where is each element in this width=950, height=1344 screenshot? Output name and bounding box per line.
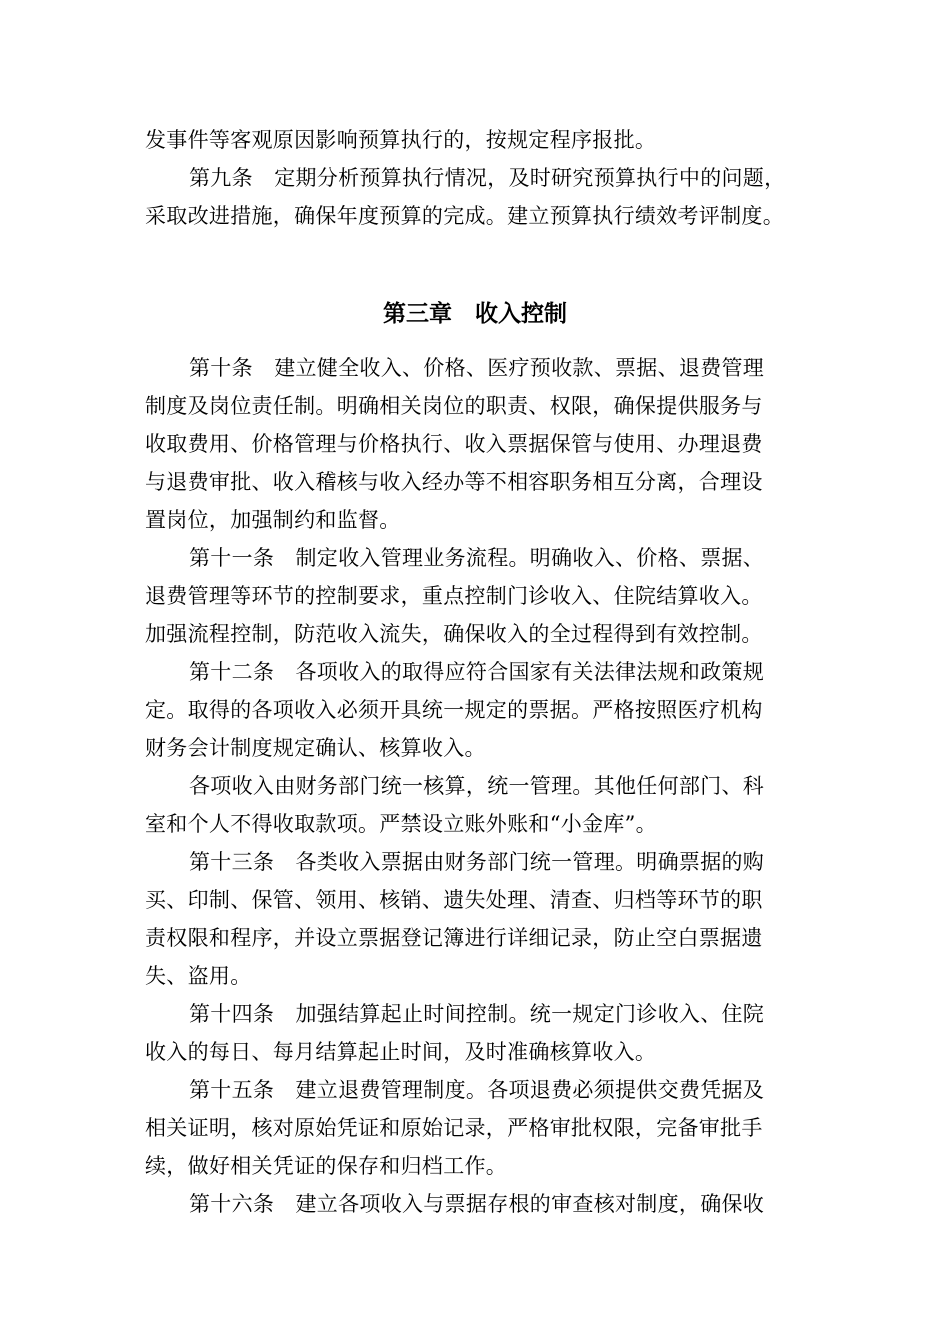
article-11-line: 第十一条 制定收入管理业务流程。明确收入、价格、票据、 bbox=[189, 546, 765, 570]
paragraph-line: 各项收入由财务部门统一核算，统一管理。其他任何部门、科 bbox=[189, 774, 765, 798]
article-16-line: 第十六条 建立各项收入与票据存根的审查核对制度，确保收 bbox=[189, 1192, 765, 1216]
article-15-line: 第十五条 建立退费管理制度。各项退费必须提供交费凭据及 bbox=[189, 1078, 765, 1102]
text-line: 失、盗用。 bbox=[145, 964, 252, 988]
article-9-line: 第九条 定期分析预算执行情况，及时研究预算执行中的问题， bbox=[189, 166, 786, 190]
text-line: 财务会计制度规定确认、核算收入。 bbox=[145, 736, 486, 760]
text-line: 采取改进措施，确保年度预算的完成。建立预算执行绩效考评制度。 bbox=[145, 204, 784, 228]
text-line: 加强流程控制，防范收入流失，确保收入的全过程得到有效控制。 bbox=[145, 622, 763, 646]
text-line: 续，做好相关凭证的保存和归档工作。 bbox=[145, 1154, 508, 1178]
text-line: 买、印制、保管、领用、核销、遗失处理、清查、归档等环节的职 bbox=[145, 888, 763, 912]
text-line: 责权限和程序，并设立票据登记簿进行详细记录，防止空白票据遗 bbox=[145, 926, 763, 950]
text-line: 室和个人不得收取款项。严禁设立账外账和“小金库”。 bbox=[145, 812, 657, 836]
text-line: 与退费审批、收入稽核与收入经办等不相容职务相互分离，合理设 bbox=[145, 470, 763, 494]
text-line: 收取费用、价格管理与价格执行、收入票据保管与使用、办理退费 bbox=[145, 432, 763, 456]
text-line: 退费管理等环节的控制要求，重点控制门诊收入、住院结算收入。 bbox=[145, 584, 763, 608]
article-10-line: 第十条 建立健全收入、价格、医疗预收款、票据、退费管理 bbox=[189, 356, 765, 380]
text-line: 制度及岗位责任制。明确相关岗位的职责、权限，确保提供服务与 bbox=[145, 394, 763, 418]
chapter-title: 第三章 收入控制 bbox=[383, 301, 567, 327]
article-14-line: 第十四条 加强结算起止时间控制。统一规定门诊收入、住院 bbox=[189, 1002, 765, 1026]
text-line: 发事件等客观原因影响预算执行的，按规定程序报批。 bbox=[145, 128, 657, 152]
text-line: 定。取得的各项收入必须开具统一规定的票据。严格按照医疗机构 bbox=[145, 698, 763, 722]
text-line: 相关证明，核对原始凭证和原始记录，严格审批权限，完备审批手 bbox=[145, 1116, 763, 1140]
text-line: 收入的每日、每月结算起止时间，及时准确核算收入。 bbox=[145, 1040, 657, 1064]
article-13-line: 第十三条 各类收入票据由财务部门统一管理。明确票据的购 bbox=[189, 850, 765, 874]
article-12-line: 第十二条 各项收入的取得应符合国家有关法律法规和政策规 bbox=[189, 660, 765, 684]
text-line: 置岗位，加强制约和监督。 bbox=[145, 508, 401, 532]
